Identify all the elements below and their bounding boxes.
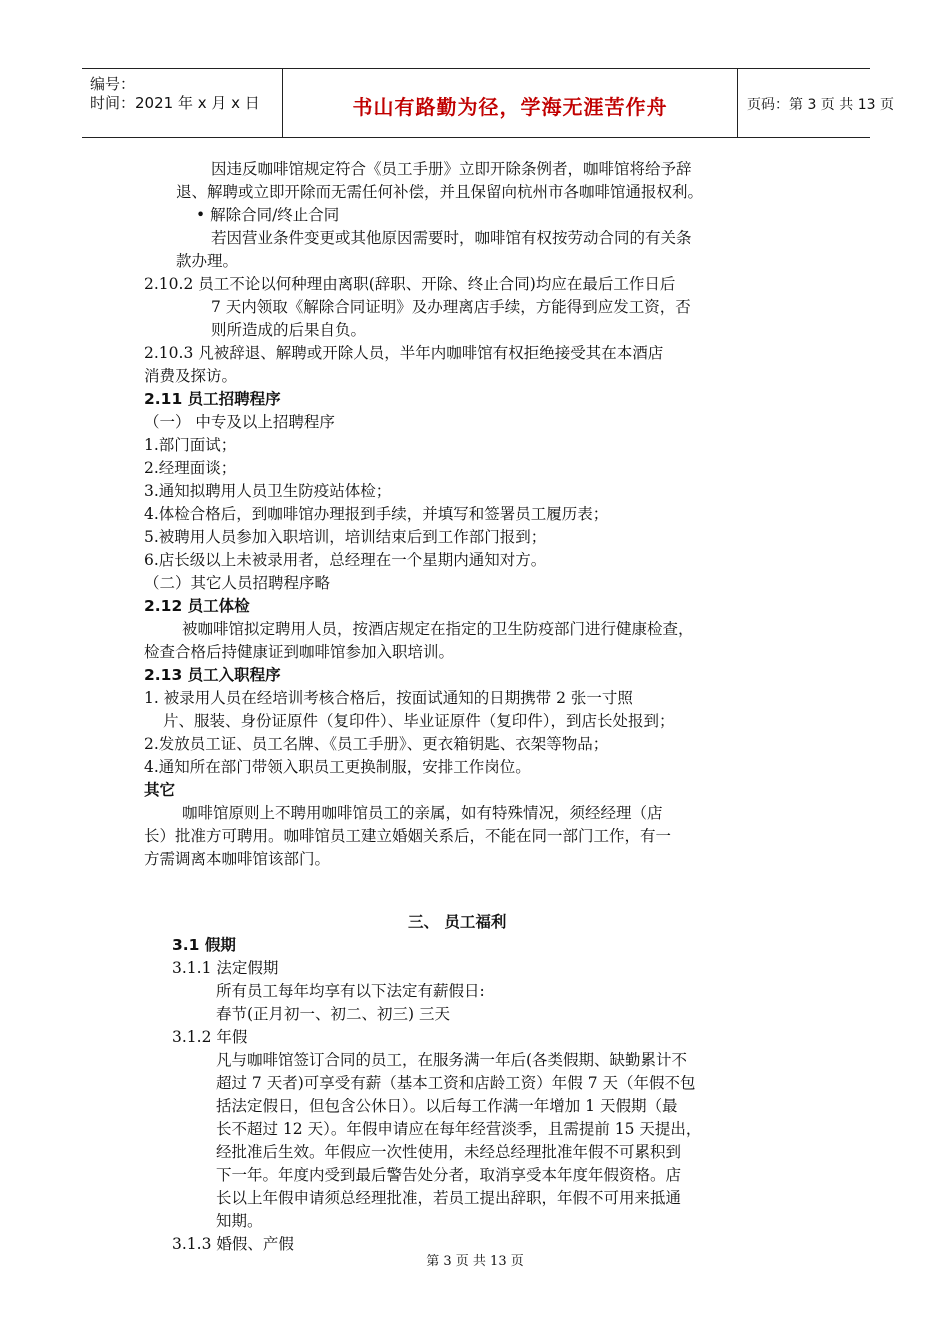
doc-date-label: 时间：2021 年 x 月 x 日 <box>90 94 260 112</box>
list-item: 2.经理面谈； <box>144 459 237 477</box>
list-item: 1. 被录用人员在经培训考核合格后，按面试通知的日期携带 2 张一寸照 <box>144 689 633 707</box>
subsection-heading: 3.1.3 婚假、产假 <box>172 1235 294 1253</box>
subsection-heading: （一） 中专及以上招聘程序 <box>144 413 335 431</box>
paragraph-line: 长以上年假申请须总经理批准，若员工提出辞职，年假不可用来抵通 <box>216 1189 682 1207</box>
header-page-cell <box>737 69 894 137</box>
paragraph-line: 括法定假日，但包含公休日）。以后每工作满一年增加 1 天假期（最 <box>216 1097 678 1115</box>
header-motto-cell <box>282 69 738 137</box>
paragraph-line: 春节(正月初一、初二、初三) 三天 <box>216 1005 451 1023</box>
subsection-heading: 3.1.1 法定假期 <box>172 959 279 977</box>
paragraph-line: 知期。 <box>216 1212 263 1230</box>
paragraph-line: 因违反咖啡馆规定符合《员工手册》立即开除条例者，咖啡馆将给予辞 <box>211 160 692 178</box>
paragraph-line: 长不超过 12 天）。年假申请应在每年经营淡季，且需提前 15 天提出， <box>216 1120 702 1138</box>
section-heading: 其它 <box>144 781 176 799</box>
page-footer: 第 3 页 共 13 页 <box>426 1254 524 1269</box>
section-heading: 2.12 员工体检 <box>144 597 250 615</box>
list-item: 4.体检合格后，到咖啡馆办理报到手续，并填写和签署员工履历表； <box>144 505 609 523</box>
paragraph-line: 7 天内领取《解除合同证明》及办理离店手续，方能得到应发工资，否 <box>211 298 691 316</box>
paragraph-line: 检查合格后持健康证到咖啡馆参加入职培训。 <box>144 643 455 661</box>
bullet-item: • 解除合同/终止合同 <box>196 206 340 224</box>
paragraph-line: 下一年。年度内受到最后警告处分者，取消享受本年度年假资格。店 <box>216 1166 682 1184</box>
paragraph-line: 款办理。 <box>176 252 239 270</box>
section-heading: 2.13 员工入职程序 <box>144 666 281 684</box>
paragraph-line: 凡与咖啡馆签订合同的员工，在服务满一年后(各类假期、缺勤累计不 <box>216 1051 688 1069</box>
paragraph-line: 被咖啡馆拟定聘用人员，按酒店规定在指定的卫生防疫部门进行健康检查， <box>182 620 694 638</box>
paragraph-line: 咖啡馆原则上不聘用咖啡馆员工的亲属，如有特殊情况，须经经理（店 <box>182 804 663 822</box>
clause-line: 2.10.3 凡被辞退、解聘或开除人员，半年内咖啡馆有权拒绝接受其在本酒店 <box>144 344 664 362</box>
doc-code-label: 编号： <box>90 75 136 93</box>
header-page-info: 页码：第 3 页 共 13 页 <box>747 97 894 113</box>
paragraph-line: 若因营业条件变更或其他原因需要时，咖啡馆有权按劳动合同的有关条 <box>211 229 692 247</box>
section-heading: 2.11 员工招聘程序 <box>144 390 281 408</box>
list-item: 4.通知所在部门带领入职员工更换制服，安排工作岗位。 <box>144 758 531 776</box>
paragraph-line: 消费及探访。 <box>144 367 238 385</box>
subsection-heading: （二）其它人员招聘程序略 <box>144 574 331 592</box>
paragraph-line: 则所造成的后果自负。 <box>211 321 367 339</box>
paragraph-line: 所有员工每年均享有以下法定有薪假日: <box>216 982 485 1000</box>
list-item-continuation: 片、服装、身份证原件（复印件）、毕业证原件（复印件），到店长处报到； <box>163 712 675 730</box>
list-item: 5.被聘用人员参加入职培训，培训结束后到工作部门报到； <box>144 528 547 546</box>
list-item: 3.通知拟聘用人员卫生防疫站体检； <box>144 482 392 500</box>
paragraph-line: 退、解聘或立即开除而无需任何补偿，并且保留向杭州市各咖啡馆通报权利。 <box>176 183 704 201</box>
page-header <box>82 68 894 138</box>
list-item: 1.部门面试； <box>144 436 237 454</box>
paragraph-line: 经批准后生效。年假应一次性使用，未经总经理批准年假不可累积到 <box>216 1143 682 1161</box>
clause-line: 2.10.2 员工不论以何种理由离职(辞职、开除、终止合同)均应在最后工作日后 <box>144 275 676 293</box>
chapter-heading: 三、 员工福利 <box>408 913 507 931</box>
paragraph-line: 长）批准方可聘用。咖啡馆员工建立婚姻关系后，不能在同一部门工作，有一 <box>144 827 672 845</box>
paragraph-line: 方需调离本咖啡馆该部门。 <box>144 850 331 868</box>
section-heading: 3.1 假期 <box>172 936 236 954</box>
list-item: 2.发放员工证、员工名牌、《员工手册》、更衣箱钥匙、衣架等物品； <box>144 735 609 753</box>
header-motto: 书山有路勤为径，学海无涯苦作舟 <box>352 95 668 119</box>
header-meta-cell <box>82 69 282 137</box>
paragraph-line: 超过 7 天者)可享受有薪（基本工资和店龄工资）年假 7 天（年假不包 <box>216 1074 696 1092</box>
subsection-heading: 3.1.2 年假 <box>172 1028 248 1046</box>
list-item: 6.店长级以上未被录用者，总经理在一个星期内通知对方。 <box>144 551 547 569</box>
